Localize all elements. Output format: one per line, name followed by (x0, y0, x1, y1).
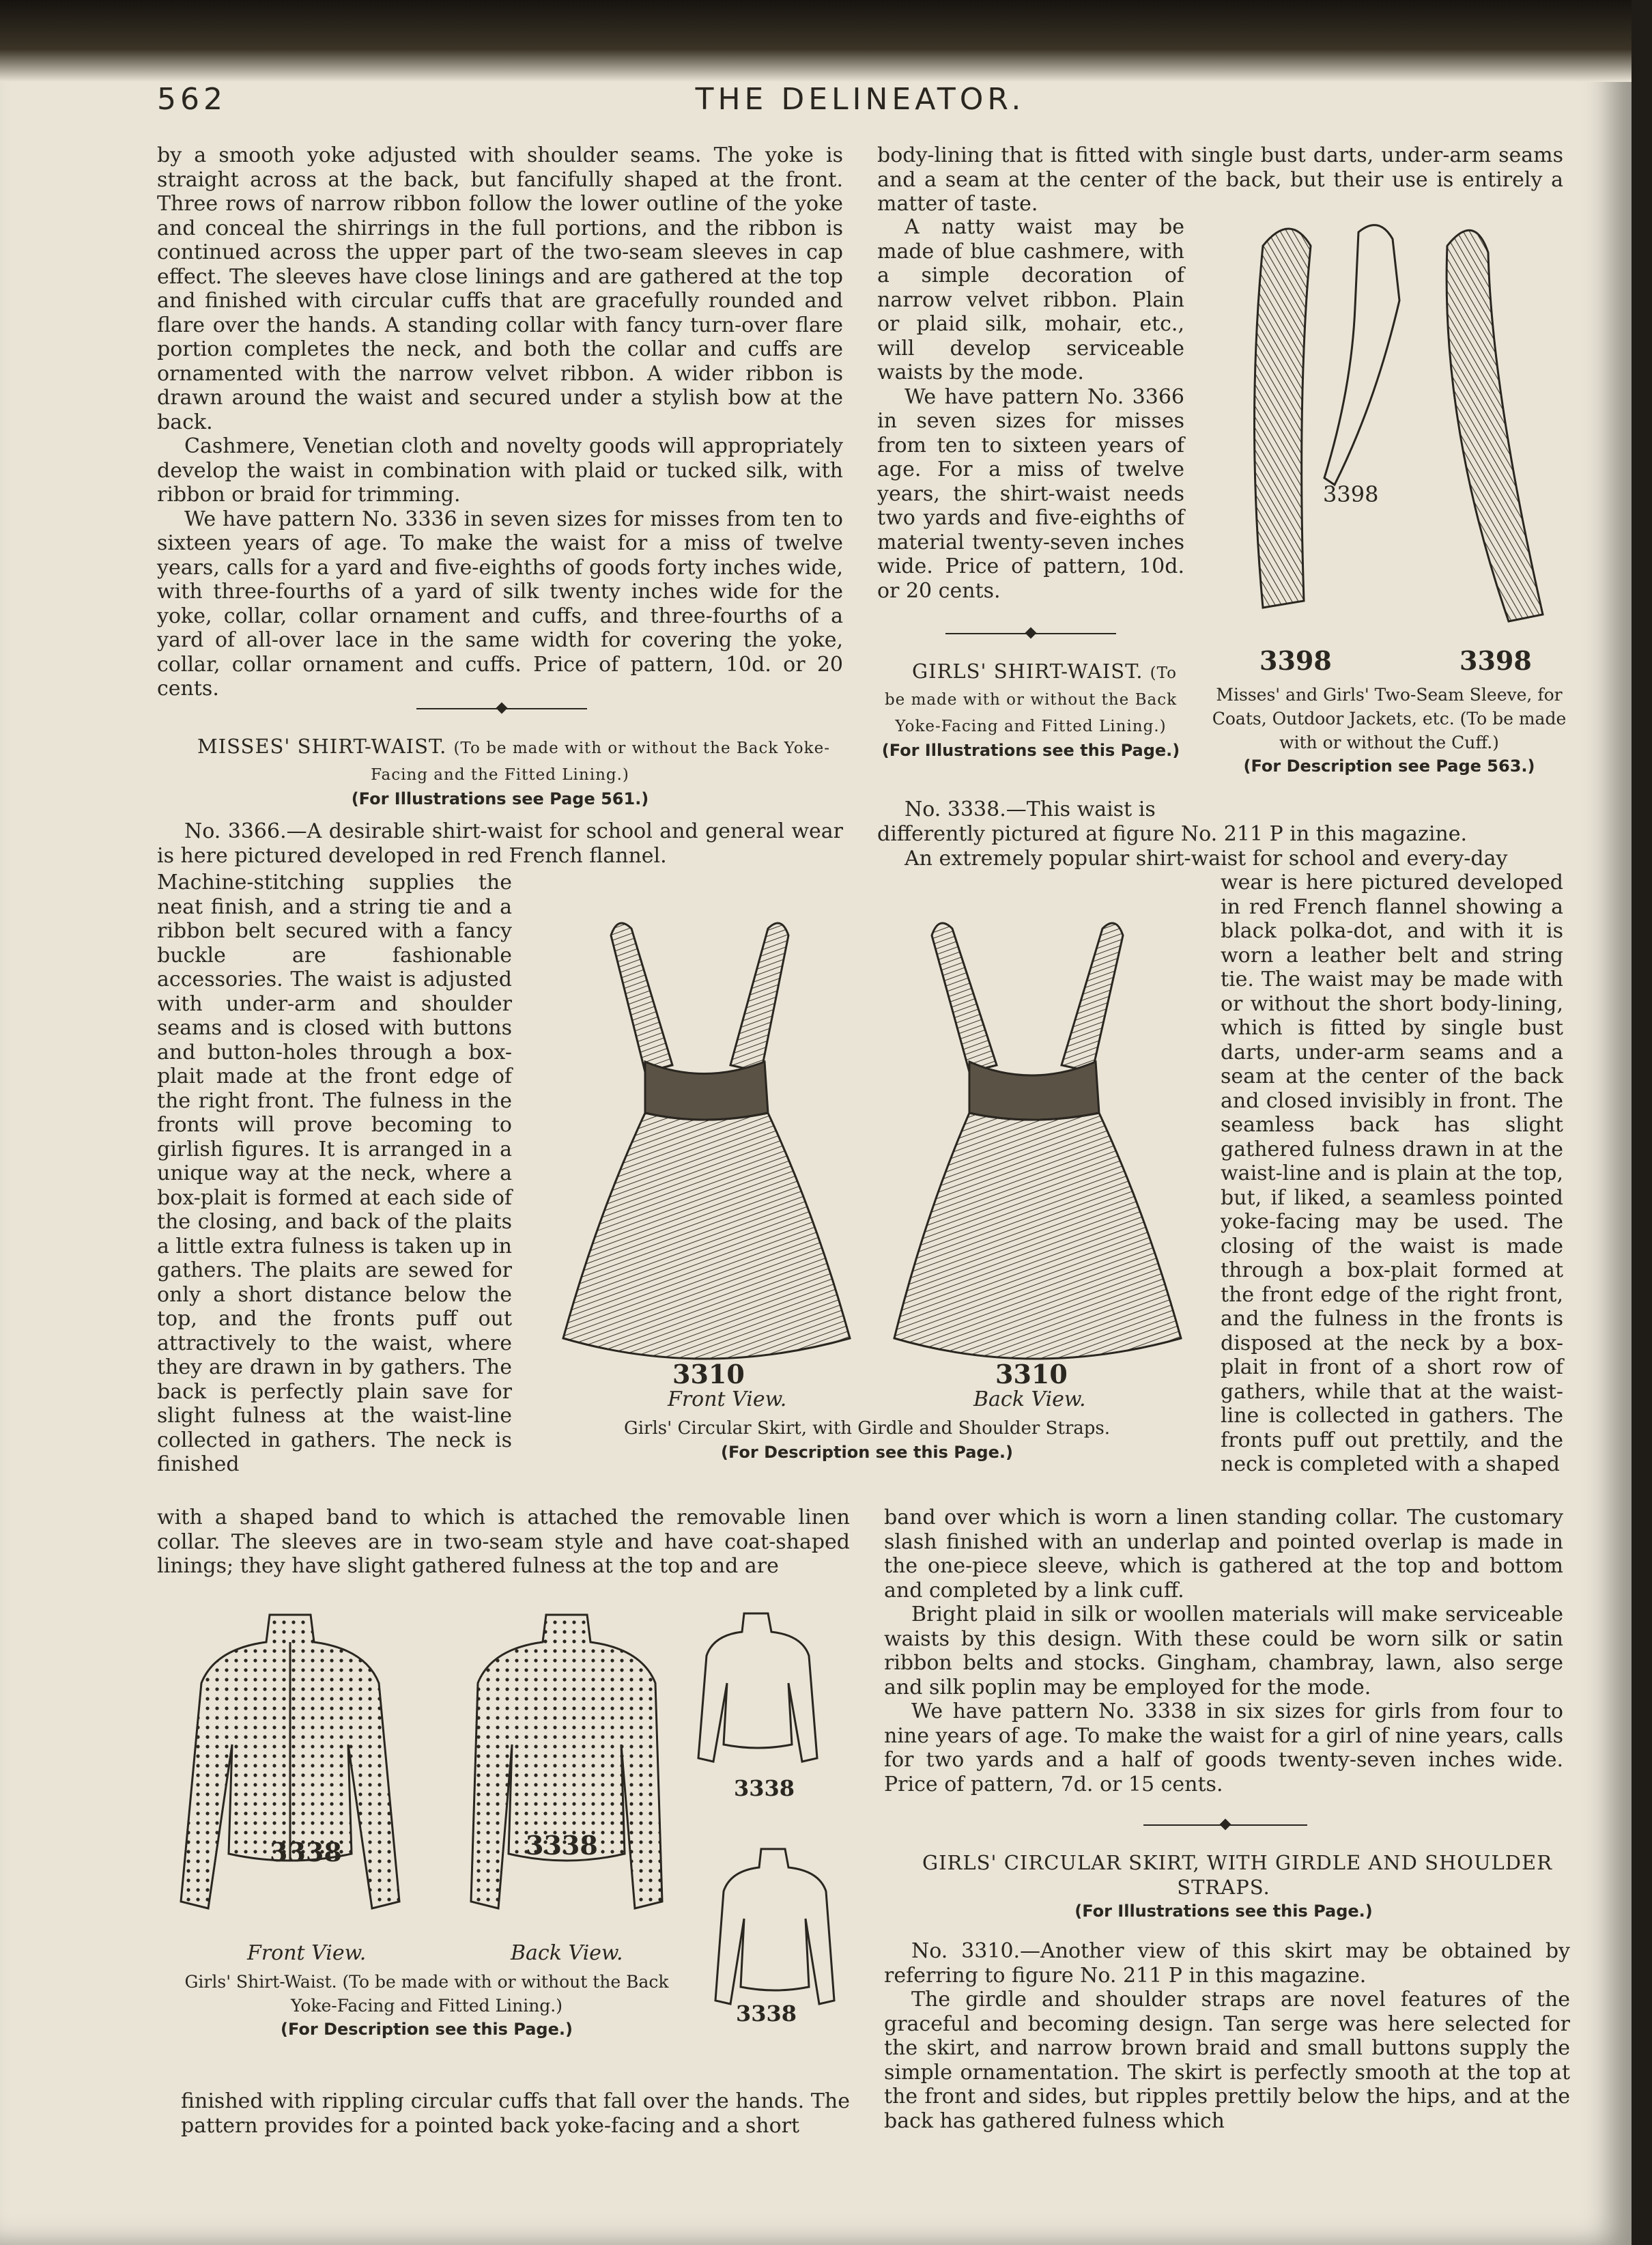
right-column-lead (877, 797, 1205, 822)
girls-circular-skirt-heading (884, 1850, 1563, 1923)
paragraph: We have pattern No. 3366 in seven sizes for misses from ten to sixteen years of age. For a miss of twelve years, the shirt-waist needs two yards and five-eighths of material twenty-seven inches wide. Price of pattern, 10d. or 20 cents. (877, 384, 1184, 603)
girls-shirt-waist-heading (877, 659, 1184, 762)
figure-number: 3310 (672, 1359, 745, 1389)
figure-view-label: Front View. (668, 1387, 787, 1411)
paragraph: Machine-stitching supplies the neat finish, and a string tie and a ribbon belt secured with a fancy buckle are fashionable accessories. The waist is adjusted with under-arm and shoulder seams and is closed with buttons and button-holes through a box-plait made at the front edge of the right front. The fulness in the fronts will prove becoming to girlish figures. It is arranged in a unique way at the neck, where a box-plait is formed at each side of the closing, and back of the plaits a little extra fulness is taken up in gathers. The plaits are sewed for only a short distance below the top, and the fronts puff out attractively to the waist, where they are drawn in by gathers. The back is perfectly plain save for slight fulness at the waist-line collected in gathers. The neck is finished (157, 871, 512, 1476)
paragraph: band over which is worn a linen standing collar. The customary slash finished with an underlap and pointed overlap is made in the one-piece sleeve, which is gathered at the top and bottom and completed by a link cuff. (884, 1506, 1563, 1602)
figure-view-label: Back View. (973, 1387, 1086, 1411)
figure-number: 3338 (526, 1830, 598, 1861)
shirt-waist-front-illustration (174, 1608, 406, 1929)
skirt-illustration-back (887, 908, 1188, 1372)
description-reference: (For Description see this Page.) (721, 1443, 1013, 1462)
figure-view-label: Front View. (247, 1941, 367, 1965)
figure-number: 3310 (995, 1359, 1068, 1389)
illustration-reference: (For Illustrations see this Page.) (881, 741, 1180, 760)
section-divider (1143, 1824, 1307, 1826)
paragraph: An extremely popular shirt-waist for school and every-day (905, 846, 1508, 871)
heading-title: GIRLS' SHIRT-WAIST. (911, 660, 1143, 683)
paragraph: differently pictured at figure No. 211 P in this magazine. (877, 822, 1468, 846)
page-number: 562 (157, 82, 227, 117)
paragraph: Cashmere, Venetian cloth and novelty goods will appropriately develop the waist in combination with plaid or tucked silk, with ribbon or braid for trimming. (157, 434, 843, 507)
paragraph: by a smooth yoke adjusted with shoulder seams. The yoke is straight across at the back, but fancifully shaped at the front. Three rows of narrow ribbon follow the lower outline of the yoke and conceal the shirrings in the full portions, and the ribbon is continued across the upper part of the two-seam sleeves in cap effect. The sleeves have close linings and are gathered at the top and finished with circular cuffs that are gracefully rounded and flare over the hands. A standing collar with fancy turn-over flare portion completes the neck, and both the collar and cuffs are ornamented with the narrow velvet ribbon. A wider ribbon is drawn around the waist and secured under a stylish bow at the back. (157, 143, 843, 434)
right-column-full (877, 822, 1563, 871)
left-column-bottom (181, 2089, 850, 2138)
shirt-waist-back-illustration (464, 1608, 669, 1929)
masthead: THE DELINEATOR. (695, 82, 1025, 117)
figure-number: 3398 (1323, 481, 1379, 507)
section-divider (416, 708, 587, 709)
right-column-bottom (884, 1939, 1570, 2133)
figure-number: 3338 (270, 1837, 342, 1867)
paragraph-lead: No. 3338.—This waist is (905, 797, 1156, 821)
left-column-top (157, 143, 843, 701)
shirt-waist-small-back-illustration (710, 1844, 840, 2014)
right-column-top (877, 143, 1563, 216)
page-header (157, 82, 1563, 130)
right-column-wide (884, 1506, 1563, 1796)
sleeve-illustration (1222, 218, 1556, 642)
heading-title: MISSES' SHIRT-WAIST. (197, 735, 447, 758)
paragraph: A natty waist may be made of blue cashmere, with a simple decoration of narrow velvet ribbon. Plain or plaid silk, mohair, etc., will develop serviceable waists by the mode. (877, 215, 1184, 384)
left-column-wide (157, 1506, 850, 1579)
figure-number: 3398 (1459, 645, 1532, 676)
description-reference: (For Description see this Page.) (281, 2020, 573, 2039)
heading-subtitle: (To be made with or without the Back Yoke-Facing and the Fitted Lining.) (371, 739, 830, 784)
paragraph: No. 3310.—Another view of this skirt may be obtained by referring to figure No. 211 P in this magazine. (884, 1939, 1570, 1988)
skirt-illustration-front (556, 908, 857, 1372)
left-column-middle (157, 819, 843, 868)
skirt-caption: Girls' Circular Skirt, with Girdle and Shoulder Straps. (For Description see this Page.) (539, 1417, 1195, 1464)
sleeve-caption: Misses' and Girls' Two-Seam Sleeve, for Coats, Outdoor Jackets, etc. (To be made with or without the Cuff.) (For Description see Page 563.) (1212, 683, 1567, 778)
figure-view-label: Back View. (511, 1941, 623, 1965)
paragraph: body-lining that is fitted with single bust darts, under-arm seams and a seam at the center of the back, but their use is entirely a matter of taste. (877, 143, 1563, 216)
left-column-narrow (157, 871, 512, 1477)
paragraph: We have pattern No. 3336 in seven sizes for misses from ten to sixteen years of age. To make the waist for a miss of twelve years, calls for a yard and five-eighths of goods forty inches wide, with three-fourths of a yard of silk twenty inches wide for the yoke, collar, collar ornament and cuffs, and three-fourths of a yard of all-over lace in the same width for covering the yoke, collar, collar ornament and cuffs. Price of pattern, 10d. or 20 cents. (157, 507, 843, 701)
illustration-reference: (For Illustrations see Page 561.) (351, 789, 649, 808)
right-column-narrow (1221, 871, 1563, 1477)
paragraph: We have pattern No. 3338 in six sizes for girls from four to nine years of age. To make the waist for a girl of nine years, calls for two yards and a half of goods twenty-seven inches wide. Price of pattern, 7d. or 15 cents. (884, 1699, 1563, 1796)
heading-title: GIRLS' CIRCULAR SKIRT, WITH GIRDLE AND SHOULDER STRAPS. (922, 1851, 1553, 1899)
paragraph: Bright plaid in silk or woollen materials will make serviceable waists by this design. With these could be worn silk or satin ribbon belts and stocks. Gingham, chambray, lawn, also serge and silk poplin may be employed for the mode. (884, 1602, 1563, 1699)
paragraph-lead: No. 3366.—A desirable shirt-waist for school and general wear is here pictured developed in red French flannel. (157, 819, 843, 868)
illustration-reference: (For Illustrations see this Page.) (1074, 1902, 1373, 1921)
figure-number: 3338 (736, 2001, 797, 2027)
section-divider (945, 633, 1116, 634)
right-column-narrow-top (877, 215, 1184, 603)
paragraph: The girdle and shoulder straps are novel features of the graceful and becoming design. Tan serge was here selected for the skirt, and narrow brown braid and small buttons supply the simple ornamentation. The skirt is perfectly smooth at the top at the front and sides, but ripples prettily below the hips, and at the back has gathered fulness which (884, 1988, 1570, 2133)
heading-subtitle: (To be made with or without the Back Yoke-Facing and Fitted Lining.) (884, 664, 1178, 735)
misses-shirt-waist-heading (157, 734, 843, 810)
figure-number: 3338 (734, 1775, 795, 1801)
paragraph: with a shaped band to which is attached the removable linen collar. The sleeves are in two-seam style and have coat-shaped linings; they have slight gathered fulness at the top and are (157, 1506, 850, 1578)
shirt-waist-caption: Girls' Shirt-Waist. (To be made with or without the Back Yoke-Facing and Fitted Lining.) (For Description see this Page.) (174, 1970, 679, 2041)
paragraph: finished with rippling circular cuffs that fall over the hands. The pattern provides for a pointed back yoke-facing and a short (181, 2089, 850, 2138)
shirt-waist-small-front-illustration (693, 1608, 823, 1772)
figure-number: 3398 (1259, 645, 1332, 676)
description-reference: (For Description see Page 563.) (1243, 757, 1535, 776)
paragraph: wear is here pictured developed in red French flannel showing a black polka-dot, and with it is worn a leather belt and string tie. The waist may be made with or without the short body-lining, which is fitted by single bust darts, under-arm seams and a seam at the center of the back and closed invisibly in front. The seamless back has slight gathered fulness drawn in at the waist-line and is plain at the top, but, if liked, a seamless pointed yoke-facing may be used. The closing of the waist is made through a box-plait formed at the front edge of the right front, and the fulness in the fronts is disposed at the neck by a box-plait in front of a short row of gathers, while that at the waist-line is collected in gathers. The fronts puff out prettily, and the neck is completed with a shaped (1221, 871, 1563, 1476)
